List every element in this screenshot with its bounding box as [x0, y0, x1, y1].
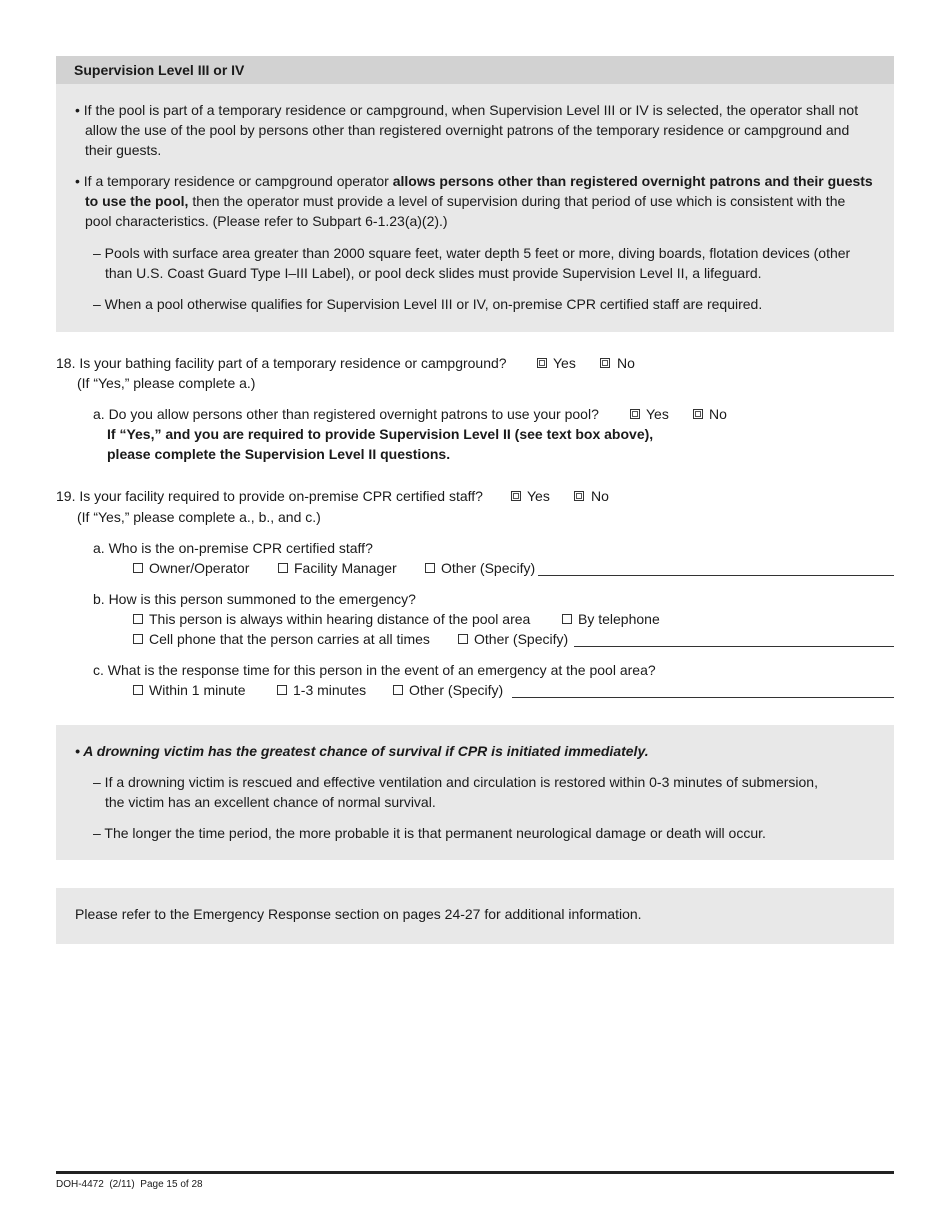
drowning-bullet: • A drowning victim has the greatest chance of survival if CPR is initiated immediately. — [75, 743, 649, 759]
q18-question: 18. Is your bathing facility part of a temporary residence or campground? — [56, 355, 507, 371]
supervision-dash-1: – Pools with surface area greater than 2000 square feet, water depth 5 feet or more, diving boards, flotation devices (other than U.S. Coast Guard Type I–III Label), or pool deck slides must provide Supervision Level II, a lifeguard. — [93, 245, 851, 281]
q19b-hearing-checkbox[interactable] — [133, 614, 143, 624]
q19c-other-checkbox[interactable] — [393, 685, 403, 695]
supervision-bullet-2-prefix: • If a temporary residence or campground operator — [75, 173, 393, 189]
q18-yes-checkbox[interactable] — [537, 358, 547, 368]
q19b-telephone-label: By telephone — [578, 611, 660, 627]
q19b-question: b. How is this person summoned to the emergency? — [93, 591, 416, 607]
q19-yes-checkbox[interactable] — [511, 491, 521, 501]
q19c-1-3-checkbox[interactable] — [277, 685, 287, 695]
q19a-other-specify-line[interactable] — [538, 575, 894, 576]
q19a-question: a. Who is the on-premise CPR certified staff? — [93, 540, 373, 556]
q19c-within-1-checkbox[interactable] — [133, 685, 143, 695]
q19c-question: c. What is the response time for this person in the event of an emergency at the pool area? — [93, 662, 656, 678]
q19b-cellphone-label: Cell phone that the person carries at all times — [149, 631, 430, 647]
q18a-no-checkbox[interactable] — [693, 409, 703, 419]
q19-no-label: No — [591, 488, 609, 504]
supervision-bullet-2-line-3: pool characteristics. (Please refer to Subpart 6-1.23(a)(2).) — [85, 213, 448, 229]
q18-no-checkbox[interactable] — [600, 358, 610, 368]
q19b-hearing-label: This person is always within hearing distance of the pool area — [149, 611, 531, 627]
q19b-cellphone-checkbox[interactable] — [133, 634, 143, 644]
q18a-yes-checkbox[interactable] — [630, 409, 640, 419]
footer-text: DOH-4472 (2/11) Page 15 of 28 — [56, 1179, 203, 1190]
refer-text: Please refer to the Emergency Response section on pages 24-27 for additional information. — [75, 906, 642, 922]
supervision-dash-2: – When a pool otherwise qualifies for Supervision Level III or IV, on-premise CPR certified staff are required. — [93, 296, 763, 312]
q19-no-checkbox[interactable] — [574, 491, 584, 501]
drowning-dash-2: – The longer the time period, the more probable it is that permanent neurological damage or death will occur. — [93, 825, 766, 841]
q18a-question: a. Do you allow persons other than registered overnight patrons to use your pool? — [93, 406, 599, 422]
drowning-dash-1: – If a drowning victim is rescued and effective ventilation and circulation is restored within 0-3 minutes of submersion, the victim has an excellent chance of normal survival. — [93, 774, 818, 810]
q19c-within-1-label: Within 1 minute — [149, 682, 246, 698]
q18-no-label: No — [617, 355, 635, 371]
q18a-instruction: If “Yes,” and you are required to provide Supervision Level II (see text box above), please complete the Supervision Level II questions. — [107, 426, 654, 462]
q19a-manager-checkbox[interactable] — [278, 563, 288, 573]
q19c-1-3-label: 1-3 minutes — [293, 682, 367, 698]
q19-yes-label: Yes — [527, 488, 550, 504]
q19a-other-label: Other (Specify) — [441, 560, 536, 576]
q18-yes-label: Yes — [553, 355, 576, 371]
q18-note: (If “Yes,” please complete a.) — [77, 375, 256, 391]
supervision-box-title: Supervision Level III or IV — [74, 62, 245, 78]
q19b-telephone-checkbox[interactable] — [562, 614, 572, 624]
q19a-owner-checkbox[interactable] — [133, 563, 143, 573]
supervision-box-header — [56, 56, 894, 84]
footer-rule — [56, 1171, 894, 1174]
q19c-other-specify-line[interactable] — [512, 697, 894, 698]
q19b-other-checkbox[interactable] — [458, 634, 468, 644]
q19-question: 19. Is your facility required to provide on-premise CPR certified staff? — [56, 488, 483, 504]
supervision-bullet-2-bold-1: allows persons other than registered overnight patrons and their guests — [392, 173, 873, 189]
q19b-other-specify-line[interactable] — [574, 646, 894, 647]
supervision-bullet-2-line-1 — [75, 171, 873, 191]
q19a-manager-label: Facility Manager — [294, 560, 397, 576]
supervision-bullet-2-rest-1: then the operator must provide a level of supervision during that period of use which is consistent with the — [188, 193, 846, 209]
q19a-other-checkbox[interactable] — [425, 563, 435, 573]
supervision-bullet-1: • If the pool is part of a temporary residence or campground, when Supervision Level III or IV is selected, the operator shall not allow the use of the pool by persons other than registered overnight patrons of the temporary residence or campground and their guests. — [75, 102, 859, 158]
q18a-no-label: No — [709, 406, 727, 422]
q19-note: (If “Yes,” please complete a., b., and c.) — [77, 509, 321, 525]
q19b-other-label: Other (Specify) — [474, 631, 569, 647]
supervision-bullet-2-line-2 — [85, 191, 845, 211]
q18a-yes-label: Yes — [646, 406, 669, 422]
supervision-bullet-2-bold-2: to use the pool, — [85, 193, 189, 209]
q19a-owner-label: Owner/Operator — [149, 560, 250, 576]
q19c-other-label: Other (Specify) — [409, 682, 504, 698]
